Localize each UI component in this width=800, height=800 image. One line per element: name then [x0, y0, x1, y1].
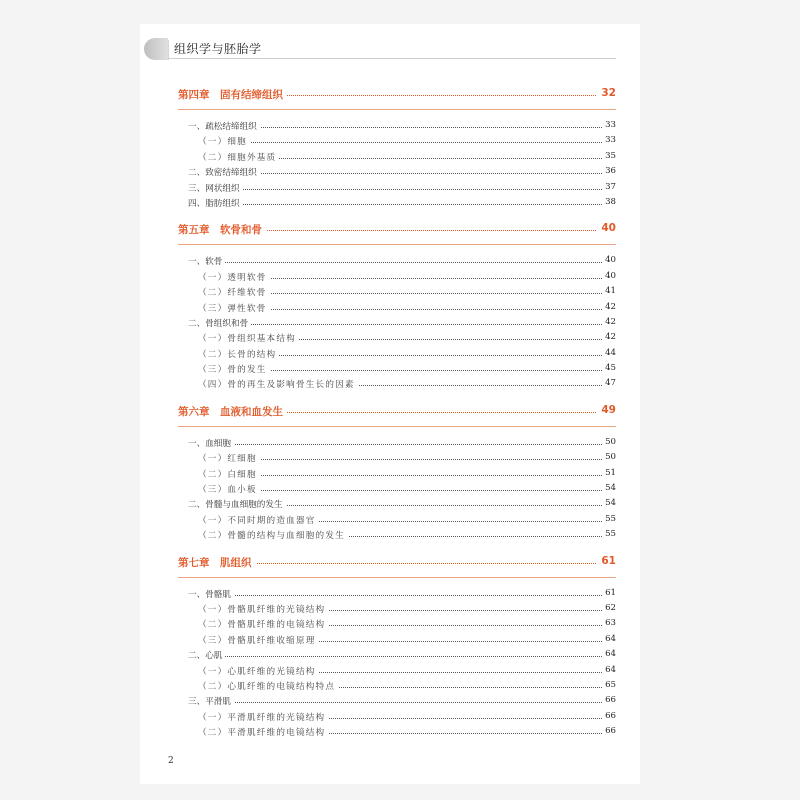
- subsection-entry[interactable]: [178, 512, 616, 527]
- entry-title: （一）骨骼肌纤维的光镜结构: [198, 603, 328, 615]
- entry-page: 66: [602, 726, 616, 736]
- subsection-entry[interactable]: [178, 632, 616, 647]
- subsection-entry[interactable]: [178, 284, 616, 299]
- chapter-heading[interactable]: [178, 402, 616, 422]
- entry-page: 42: [602, 332, 616, 342]
- entry-page: 40: [602, 271, 616, 281]
- entry-page: 37: [602, 182, 616, 192]
- entry-title: （二）白细胞: [198, 468, 260, 480]
- chapter-title: 第七章 肌组织: [178, 555, 256, 570]
- entry-title: 四、脂肪组织: [188, 197, 243, 209]
- section-entry[interactable]: [178, 586, 616, 601]
- entry-page: 47: [602, 378, 616, 388]
- subsection-entry[interactable]: [178, 663, 616, 678]
- page-number: 2: [168, 756, 174, 766]
- chapter-rule: [178, 577, 616, 578]
- dot-leader: [198, 459, 616, 460]
- entry-title: （一）透明软骨: [198, 271, 270, 283]
- subsection-entry[interactable]: [178, 601, 616, 616]
- chapter-page: 49: [597, 404, 616, 416]
- chapter-title: 第四章 固有结缔组织: [178, 87, 287, 102]
- entry-title: （一）平滑肌纤维的光镜结构: [198, 711, 328, 723]
- section-entry[interactable]: [178, 315, 616, 330]
- entry-title: （三）弹性软骨: [198, 302, 270, 314]
- entry-page: 62: [602, 603, 616, 613]
- dot-leader: [188, 444, 616, 445]
- entry-title: 三、平滑肌: [188, 695, 234, 707]
- section-entry[interactable]: [178, 253, 616, 268]
- section-entry[interactable]: [178, 180, 616, 195]
- chapter-page: 40: [597, 222, 616, 234]
- entry-title: （一）不同时期的造血器官: [198, 514, 319, 526]
- entry-title: （二）纤维软骨: [198, 286, 270, 298]
- subsection-entry[interactable]: [178, 300, 616, 315]
- entry-title: 二、骨组织和骨: [188, 317, 251, 329]
- dot-leader: [188, 262, 616, 263]
- entry-title: （一）红细胞: [198, 452, 260, 464]
- section-entry[interactable]: [178, 195, 616, 210]
- entry-page: 44: [602, 348, 616, 358]
- subsection-entry[interactable]: [178, 527, 616, 542]
- entry-page: 50: [602, 452, 616, 462]
- dot-leader: [188, 702, 616, 703]
- entry-title: （二）长骨的结构: [198, 348, 279, 360]
- entry-page: 61: [602, 588, 616, 598]
- entry-page: 64: [602, 634, 616, 644]
- entry-page: 45: [602, 363, 616, 373]
- entry-page: 42: [602, 317, 616, 327]
- entry-page: 33: [602, 135, 616, 145]
- entry-title: 一、软骨: [188, 255, 225, 267]
- entry-title: （二）骨骼肌纤维的电镜结构: [198, 618, 328, 630]
- section-entry[interactable]: [178, 647, 616, 662]
- entry-page: 38: [602, 197, 616, 207]
- entry-page: 55: [602, 529, 616, 539]
- book-title: 组织学与胚胎学: [174, 42, 262, 56]
- header-tab-decoration: [144, 38, 168, 60]
- dot-leader: [198, 142, 616, 143]
- entry-title: （二）心肌纤维的电镜结构特点: [198, 680, 338, 692]
- subsection-entry[interactable]: [178, 450, 616, 465]
- entry-title: 二、心肌: [188, 649, 225, 661]
- chapter-gap: [178, 392, 616, 402]
- entry-title: （一）心肌纤维的光镜结构: [198, 665, 319, 677]
- entry-page: 36: [602, 166, 616, 176]
- entry-page: 54: [602, 483, 616, 493]
- chapter-page: 61: [597, 555, 616, 567]
- entry-title: 一、血细胞: [188, 437, 234, 449]
- dot-leader: [188, 189, 616, 190]
- dot-leader: [188, 595, 616, 596]
- chapter-heading[interactable]: [178, 553, 616, 573]
- entry-page: 64: [602, 665, 616, 675]
- section-entry[interactable]: [178, 118, 616, 133]
- section-entry[interactable]: [178, 693, 616, 708]
- entry-title: 二、骨髓与血细胞的发生: [188, 498, 286, 510]
- subsection-entry[interactable]: [178, 330, 616, 345]
- chapter-heading[interactable]: [178, 220, 616, 240]
- running-header: [140, 38, 616, 60]
- entry-page: 35: [602, 151, 616, 161]
- entry-title: 一、疏松结缔组织: [188, 120, 260, 132]
- entry-title: （二）平滑肌纤维的电镜结构: [198, 726, 328, 738]
- subsection-entry[interactable]: [178, 376, 616, 391]
- subsection-entry[interactable]: [178, 361, 616, 376]
- chapter-heading[interactable]: [178, 85, 616, 105]
- entry-title: 二、致密结缔组织: [188, 166, 260, 178]
- dot-leader: [188, 324, 616, 325]
- subsection-entry[interactable]: [178, 678, 616, 693]
- entry-page: 66: [602, 695, 616, 705]
- section-entry[interactable]: [178, 435, 616, 450]
- entry-page: 66: [602, 711, 616, 721]
- entry-title: （一）骨组织基本结构: [198, 332, 299, 344]
- entry-title: （三）骨骼肌纤维收缩原理: [198, 634, 319, 646]
- chapter-gap: [178, 210, 616, 220]
- subsection-entry[interactable]: [178, 346, 616, 361]
- subsection-entry[interactable]: [178, 269, 616, 284]
- table-of-contents: [178, 85, 616, 740]
- entry-page: 51: [602, 468, 616, 478]
- header-rule: [168, 58, 616, 59]
- entry-title: （二）骨髓的结构与血细胞的发生: [198, 529, 348, 541]
- entry-page: 55: [602, 514, 616, 524]
- entry-title: 一、骨骼肌: [188, 588, 234, 600]
- subsection-entry[interactable]: [178, 724, 616, 739]
- section-entry[interactable]: [178, 164, 616, 179]
- section-entry[interactable]: [178, 496, 616, 511]
- dot-leader: [188, 656, 616, 657]
- entry-page: 40: [602, 255, 616, 265]
- subsection-entry[interactable]: [178, 149, 616, 164]
- chapter-title: 第六章 血液和血发生: [178, 404, 287, 419]
- subsection-entry[interactable]: [178, 481, 616, 496]
- subsection-entry[interactable]: [178, 466, 616, 481]
- chapter-gap: [178, 543, 616, 553]
- entry-title: （二）细胞外基质: [198, 151, 279, 163]
- chapter-rule: [178, 426, 616, 427]
- dot-leader: [188, 204, 616, 205]
- chapter-page: 32: [597, 87, 616, 99]
- entry-page: 41: [602, 286, 616, 296]
- chapter-rule: [178, 109, 616, 110]
- entry-title: （一）细胞: [198, 135, 250, 147]
- entry-page: 50: [602, 437, 616, 447]
- entry-title: 三、网状组织: [188, 182, 243, 194]
- chapter-rule: [178, 244, 616, 245]
- entry-page: 33: [602, 120, 616, 130]
- subsection-entry[interactable]: [178, 616, 616, 631]
- header-divider: [168, 40, 169, 60]
- entry-page: 63: [602, 618, 616, 628]
- chapter-title: 第五章 软骨和骨: [178, 222, 266, 237]
- dot-leader: [198, 475, 616, 476]
- entry-page: 64: [602, 649, 616, 659]
- entry-page: 54: [602, 498, 616, 508]
- entry-title: （三）骨的发生: [198, 363, 270, 375]
- entry-page: 42: [602, 302, 616, 312]
- dot-leader: [198, 490, 616, 491]
- entry-title: （四）骨的再生及影响骨生长的因素: [198, 378, 358, 390]
- subsection-entry[interactable]: [178, 133, 616, 148]
- entry-title: （三）血小板: [198, 483, 260, 495]
- entry-page: 65: [602, 680, 616, 690]
- subsection-entry[interactable]: [178, 709, 616, 724]
